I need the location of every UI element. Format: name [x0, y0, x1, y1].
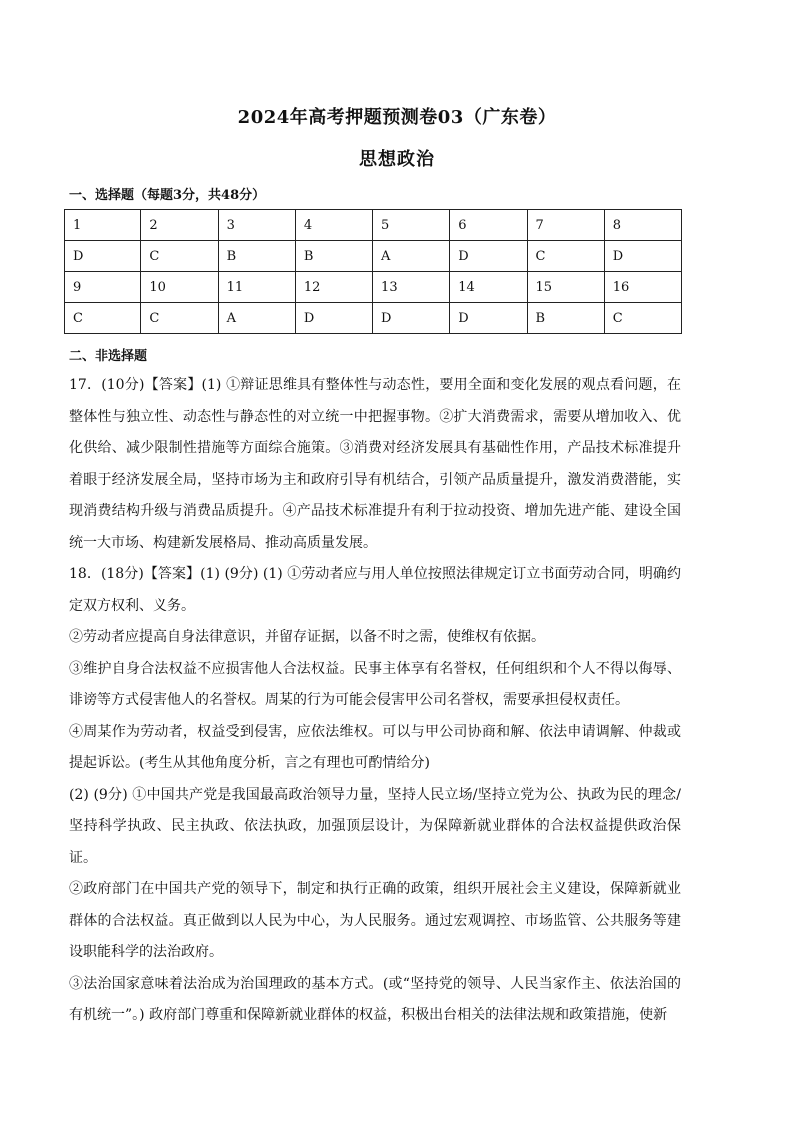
table-cell: 4	[295, 210, 372, 241]
table-cell: 3	[218, 210, 295, 241]
paragraph-q18-part2: (2) (9分) ①中国共产党是我国最高政治领导力量，坚持人民立场/坚持立党为公、执政为民的理念/坚持科学执政、民主执政、依法执政，加强顶层设计，为保障新就业群体的合法权益提供政治保证。	[69, 786, 681, 866]
table-cell: D	[65, 241, 141, 272]
table-cell: B	[295, 241, 372, 272]
table-cell: D	[373, 303, 450, 334]
answer-table	[64, 209, 682, 334]
table-cell: 12	[295, 272, 372, 303]
table-cell: D	[295, 303, 372, 334]
paragraph: ②劳动者应提高自身法律意识，并留存证据，以备不时之需，使维权有依据。	[69, 629, 545, 645]
table-cell: D	[450, 241, 527, 272]
table-cell: 15	[527, 272, 604, 303]
table-row	[65, 272, 682, 303]
table-cell: 13	[373, 272, 450, 303]
table-cell: 1	[65, 210, 141, 241]
table-cell: A	[373, 241, 450, 272]
paragraph: ③法治国家意味着法治成为治国理政的基本方式。(或“坚持党的领导、人民当家作主、依法治国的有机统一”。) 政府部门尊重和保障新就业群体的权益，积极出台相关的法律法规和政策措施，使新	[69, 975, 681, 1023]
table-cell: B	[218, 241, 295, 272]
paragraph: ③维护自身合法权益不应损害他人合法权益。民事主体享有名誉权，任何组织和个人不得以侮辱、诽谤等方式侵害他人的名誉权。周某的行为可能会侵害甲公司名誉权，需要承担侵权责任。	[69, 660, 681, 708]
table-cell: 2	[141, 210, 218, 241]
paragraph: ④周某作为劳动者，权益受到侵害，应依法维权。可以与甲公司协商和解、依法申请调解、仲裁或提起诉讼。(考生从其他角度分析，言之有理也可酌情给分)	[69, 723, 681, 771]
table-cell: 14	[450, 272, 527, 303]
paragraph-q17: 17．(10分)【答案】(1) ①辩证思维具有整体性与动态性，要用全面和变化发展的观点看问题，在整体性与独立性、动态性与静态性的对立统一中把握事物。②扩大消费需求，需要从增加收入、优化供给、减少限制性措施等方面综合施策。③消费对经济发展具有基础性作用，产品技术标准提升着眼于经济发展全局，坚持市场为主和政府引导有机结合，引领产品质量提升，激发消费潜能，实现消费结构升级与消费品质提升。④产品技术标准提升有利于拉动投资、增加先进产能、建设全国统一大市场、构建新发展格局、推动高质量发展。	[69, 377, 681, 551]
section-1-heading: 一、选择题（每题3分，共48分）	[69, 188, 266, 203]
table-row	[65, 241, 682, 272]
table-cell: 10	[141, 272, 218, 303]
table-cell: 9	[65, 272, 141, 303]
table-cell: D	[604, 241, 681, 272]
table-row	[65, 210, 682, 241]
table-cell: 7	[527, 210, 604, 241]
table-cell: 11	[218, 272, 295, 303]
table-cell: 8	[604, 210, 681, 241]
page-subtitle: 思想政治	[359, 149, 435, 170]
table-cell: 6	[450, 210, 527, 241]
table-cell: C	[141, 303, 218, 334]
paragraph-q18-intro: 18．(18分)【答案】(1) (9分) (1) ①劳动者应与用人单位按照法律规定订立书面劳动合同，明确约定双方权利、义务。	[69, 566, 681, 614]
answer-body	[69, 370, 681, 1032]
table-cell: D	[450, 303, 527, 334]
table-cell: A	[218, 303, 295, 334]
table-cell: 5	[373, 210, 450, 241]
table-cell: C	[527, 241, 604, 272]
table-cell: C	[65, 303, 141, 334]
section-2-heading: 二、非选择题	[69, 349, 148, 364]
table-cell: 16	[604, 272, 681, 303]
table-cell: C	[141, 241, 218, 272]
table-row	[65, 303, 682, 334]
table-cell: B	[527, 303, 604, 334]
page-title: 2024年高考押题预测卷03（广东卷）	[237, 107, 557, 128]
paragraph: ②政府部门在中国共产党的领导下，制定和执行正确的政策，组织开展社会主义建设，保障新就业群体的合法权益。真正做到以人民为中心，为人民服务。通过宏观调控、市场监管、公共服务等建设职能科学的法治政府。	[69, 881, 681, 960]
table-cell: C	[604, 303, 681, 334]
